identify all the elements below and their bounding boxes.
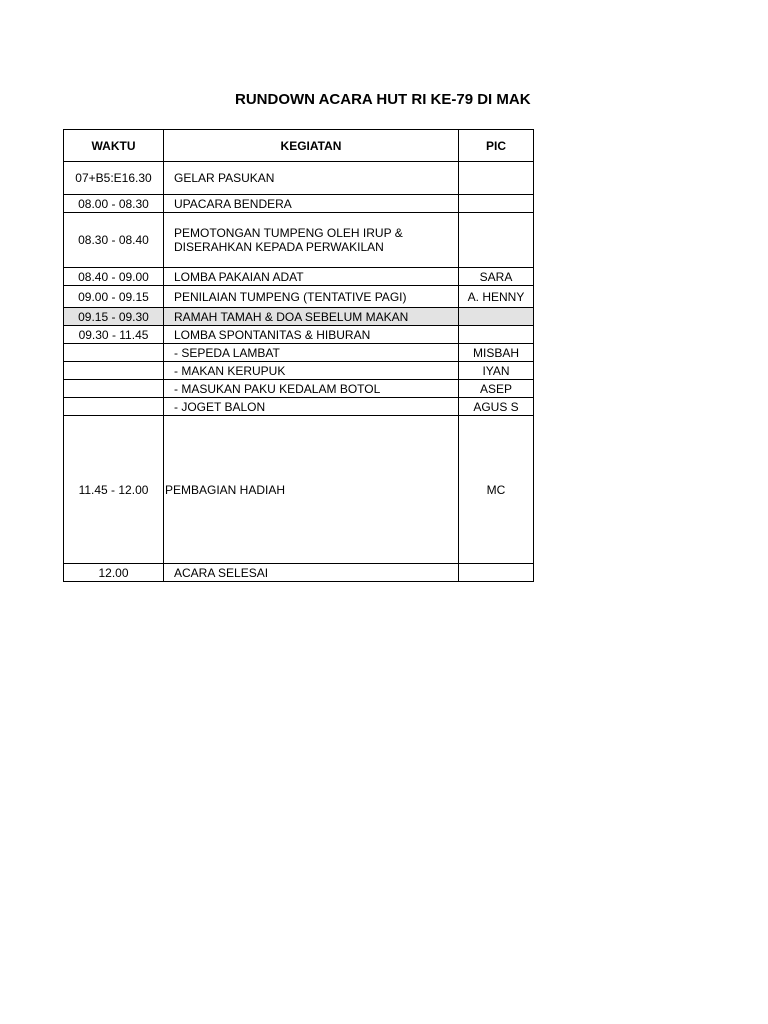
cell-kegiatan: PEMOTONGAN TUMPENG OLEH IRUP & DISERAHKAN KEPADA PERWAKILAN xyxy=(164,213,459,268)
cell-kegiatan: - MAKAN KERUPUK xyxy=(164,362,459,380)
cell-kegiatan: PENILAIAN TUMPENG (TENTATIVE PAGI) xyxy=(164,286,459,308)
cell-waktu: 11.45 - 12.00 xyxy=(64,416,164,564)
header-kegiatan: KEGIATAN xyxy=(164,130,459,162)
cell-waktu: 09.30 - 11.45 xyxy=(64,326,164,344)
table-row xyxy=(64,326,534,344)
cell-waktu: 08.40 - 09.00 xyxy=(64,268,164,286)
cell-kegiatan: - MASUKAN PAKU KEDALAM BOTOL xyxy=(164,380,459,398)
cell-kegiatan: UPACARA BENDERA xyxy=(164,195,459,213)
cell-kegiatan: GELAR PASUKAN xyxy=(164,162,459,195)
cell-kegiatan: - JOGET BALON xyxy=(164,398,459,416)
cell-pic: AGUS S xyxy=(459,398,534,416)
document-title: RUNDOWN ACARA HUT RI KE-79 DI MAK xyxy=(235,91,531,108)
cell-waktu: 08.30 - 08.40 xyxy=(64,213,164,268)
table-row xyxy=(64,268,534,286)
cell-pic: MC xyxy=(459,416,534,564)
cell-waktu xyxy=(64,380,164,398)
cell-pic xyxy=(459,326,534,344)
cell-waktu: 08.00 - 08.30 xyxy=(64,195,164,213)
cell-pic xyxy=(459,213,534,268)
table-row xyxy=(64,380,534,398)
table-row xyxy=(64,195,534,213)
cell-waktu: 12.00 xyxy=(64,564,164,582)
cell-pic: SARA xyxy=(459,268,534,286)
cell-pic xyxy=(459,195,534,213)
cell-kegiatan: ACARA SELESAI xyxy=(164,564,459,582)
cell-kegiatan: LOMBA PAKAIAN ADAT xyxy=(164,268,459,286)
cell-pic: MISBAH xyxy=(459,344,534,362)
header-row xyxy=(64,130,534,162)
cell-pic: A. HENNY xyxy=(459,286,534,308)
cell-waktu xyxy=(64,398,164,416)
table-row xyxy=(64,362,534,380)
cell-pic xyxy=(459,308,534,326)
cell-pic xyxy=(459,162,534,195)
cell-kegiatan: RAMAH TAMAH & DOA SEBELUM MAKAN xyxy=(164,308,459,326)
table-row xyxy=(64,213,534,268)
cell-kegiatan: LOMBA SPONTANITAS & HIBURAN xyxy=(164,326,459,344)
cell-pic: ASEP xyxy=(459,380,534,398)
cell-waktu xyxy=(64,344,164,362)
table-row xyxy=(64,564,534,582)
cell-pic xyxy=(459,564,534,582)
rundown-table xyxy=(63,129,534,582)
cell-waktu: 09.15 - 09.30 xyxy=(64,308,164,326)
cell-waktu: 09.00 - 09.15 xyxy=(64,286,164,308)
cell-waktu: 07+B5:E16.30 xyxy=(64,162,164,195)
cell-waktu xyxy=(64,362,164,380)
table-row xyxy=(64,344,534,362)
table-row xyxy=(64,162,534,195)
cell-kegiatan: - SEPEDA LAMBAT xyxy=(164,344,459,362)
header-waktu: WAKTU xyxy=(64,130,164,162)
table-row xyxy=(64,286,534,308)
table-row xyxy=(64,398,534,416)
table-row-highlighted xyxy=(64,308,534,326)
cell-pic: IYAN xyxy=(459,362,534,380)
cell-kegiatan: PEMBAGIAN HADIAH xyxy=(164,416,459,564)
table-row xyxy=(64,416,534,564)
header-pic: PIC xyxy=(459,130,534,162)
